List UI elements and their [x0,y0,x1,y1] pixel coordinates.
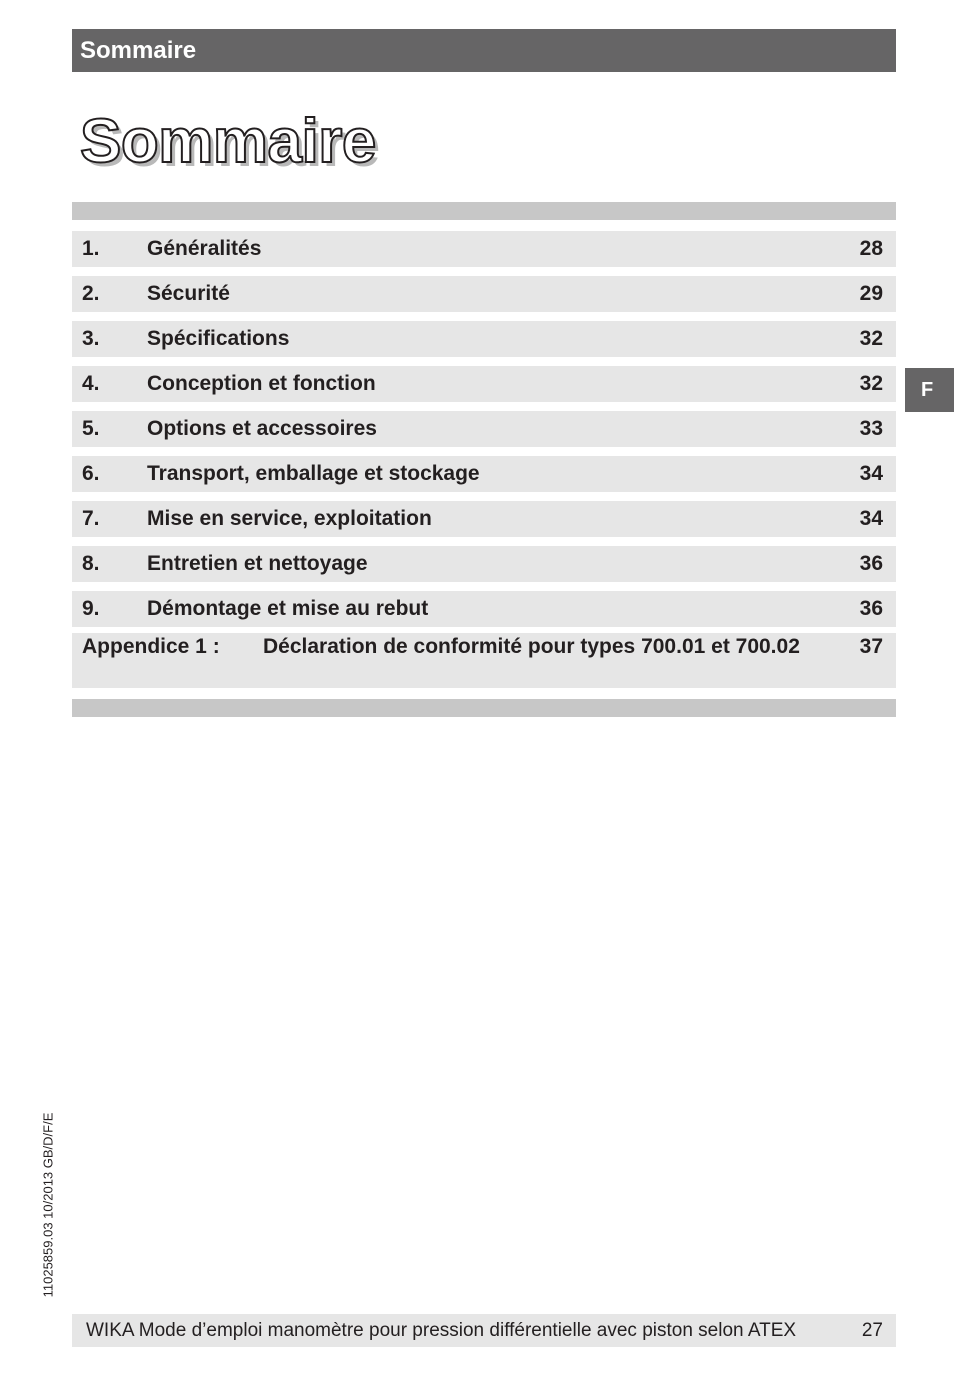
toc-item-conception[interactable] [72,366,896,402]
toc-item-number: 6. [82,462,100,485]
toc-item-number: 1. [82,237,100,260]
document-code: 11025859.03 10/2013 GB/D/F/E [40,1112,56,1298]
toc-item-number: 4. [82,372,100,395]
toc-item-page: 33 [859,417,883,440]
toc-item-appendix[interactable] [72,633,896,688]
toc-bottom-divider [72,699,896,717]
toc-item-number: 8. [82,552,100,575]
language-tab[interactable]: F [905,368,954,412]
toc-item-entretien[interactable] [72,546,896,582]
toc-item-page: 28 [859,237,883,260]
toc-item-number: 7. [82,507,100,530]
table-of-contents [72,231,896,636]
toc-item-number: 3. [82,327,100,350]
toc-item-transport[interactable] [72,456,896,492]
toc-item-title: Démontage et mise au rebut [147,597,429,620]
toc-item-title: Options et accessoires [147,417,377,440]
toc-item-title: Entretien et nettoyage [147,552,368,575]
toc-item-options[interactable] [72,411,896,447]
toc-item-generalites[interactable] [72,231,896,267]
toc-item-page: 36 [859,552,883,575]
appendix-title: Déclaration de conformité pour types 700.01 et 700.02 [263,635,800,658]
toc-item-title: Généralités [147,237,262,260]
toc-item-page: 32 [859,327,883,350]
toc-item-page: 34 [859,507,883,530]
toc-top-divider [72,202,896,220]
toc-item-page: 32 [859,372,883,395]
footer-text: WIKA Mode d’emploi manomètre pour pression différentielle avec piston selon ATEX [86,1320,797,1341]
toc-item-number: 2. [82,282,100,305]
page-title: Sommaire [80,107,376,176]
toc-item-page: 34 [859,462,883,485]
toc-item-number: 9. [82,597,100,620]
toc-item-number: 5. [82,417,100,440]
section-header-title: Sommaire [80,37,197,64]
footer-page-number: 27 [861,1320,883,1341]
toc-item-mise-en-service[interactable] [72,501,896,537]
toc-item-demontage[interactable] [72,591,896,627]
toc-item-title: Conception et fonction [147,372,376,395]
toc-item-page: 29 [859,282,883,305]
page-footer [72,1314,896,1347]
toc-item-title: Transport, emballage et stockage [147,462,480,485]
toc-item-securite[interactable] [72,276,896,312]
toc-item-specifications[interactable] [72,321,896,357]
appendix-label: Appendice 1 : [82,635,220,658]
toc-item-title: Sécurité [147,282,230,305]
toc-item-page: 36 [859,597,883,620]
appendix-page: 37 [859,635,883,658]
toc-item-title: Spécifications [147,327,290,350]
toc-item-title: Mise en service, exploitation [147,507,432,530]
section-header-bar [72,29,896,72]
